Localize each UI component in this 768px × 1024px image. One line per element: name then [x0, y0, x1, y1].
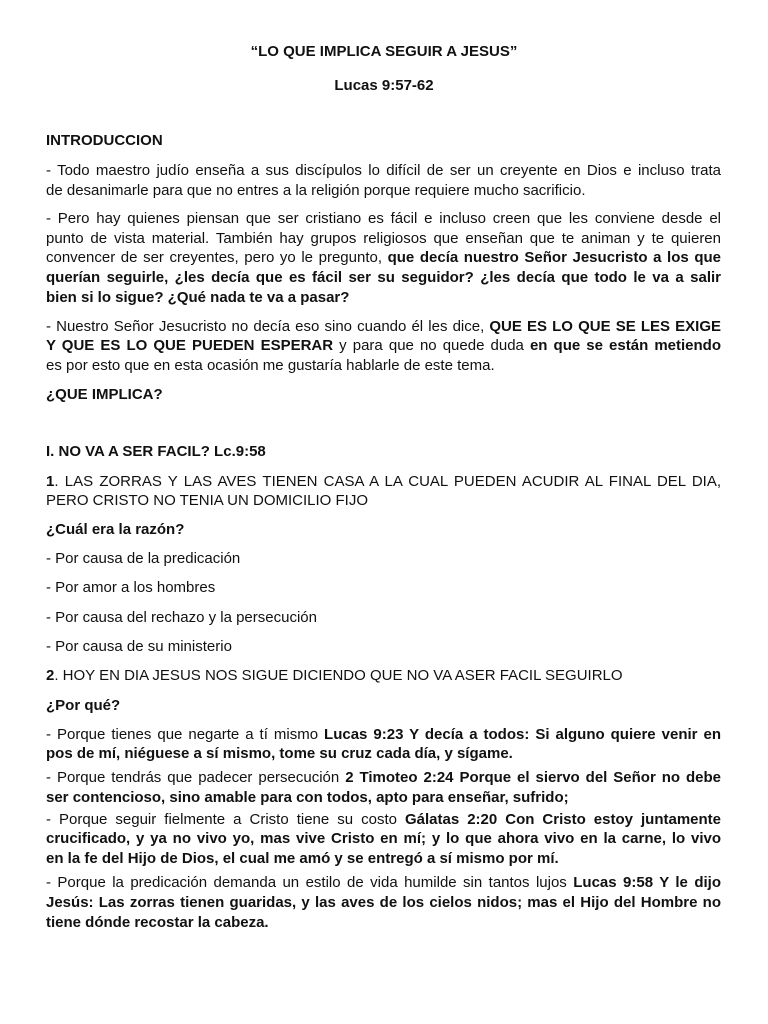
document-title: “LO QUE IMPLICA SEGUIR A JESUS”	[250, 43, 518, 60]
intro-paragraph-2-line-4: querían seguirle, ¿les decía que es fácil ser su seguidor? ¿les decía que todo le va a salir	[46, 269, 721, 286]
point-1-line-2: PERO CRISTO NO TENIA UN DOMICILIO FIJO	[46, 492, 368, 509]
intro-heading: INTRODUCCION	[46, 132, 163, 149]
razon-question: ¿Cuál era la razón?	[46, 521, 185, 538]
reason-item: - Por amor a los hombres	[46, 579, 216, 596]
intro-paragraph-2-line-2: punto de vista material. También hay grupos religiosos que enseñan que te animan y te quieren	[46, 230, 721, 247]
bullet-1-line-2: pos de mí, niéguese a sí mismo, tome su cruz cada día, y sígame.	[46, 745, 513, 762]
reason-item: - Por causa del rechazo y la persecución	[46, 609, 317, 626]
section-1-heading: I. NO VA A SER FACIL? Lc.9:58	[46, 443, 266, 460]
bullet-4-line-2: Jesús: Las zorras tienen guaridas, y las aves de los cielos nidos; mas el Hijo del Hombre no	[46, 894, 721, 911]
document-subtitle: Lucas 9:57-62	[334, 77, 434, 94]
intro-paragraph-2-line-1: - Pero hay quienes piensan que ser cristiano es fácil e incluso creen que les conviene desde el	[46, 210, 721, 227]
intro-paragraph-1-line-1: - Todo maestro judío enseña a sus discípulos lo difícil de ser un creyente en Dios e incluso trata	[46, 162, 721, 179]
que-implica-heading: ¿QUE IMPLICA?	[46, 386, 163, 403]
bullet-3-line-1: - Porque seguir fielmente a Cristo tiene su costo Gálatas 2:20 Con Cristo estoy juntamente	[46, 811, 722, 828]
point-1-line-1: 1. LAS ZORRAS Y LAS AVES TIENEN CASA A LA CUAL PUEDEN ACUDIR AL FINAL DEL DIA,	[46, 473, 721, 490]
intro-paragraph-1-line-2: de desanimarle para que no entres a la religión porque requiere mucho sacrificio.	[46, 182, 586, 199]
bullet-3-line-2: crucificado, y ya no vivo yo, mas vive Cristo en mí; y lo que ahora vivo en la carne, lo vivo	[46, 830, 721, 847]
reason-item: - Por causa de su ministerio	[46, 638, 232, 655]
bullet-1-line-1: - Porque tienes que negarte a tí mismo Lucas 9:23 Y decía a todos: Si alguno quiere venir en	[46, 726, 721, 743]
intro-paragraph-3-line-1: - Nuestro Señor Jesucristo no decía eso sino cuando él les dice, QUE ES LO QUE SE LES EXIGE	[46, 318, 721, 335]
intro-paragraph-3-line-2: Y QUE ES LO QUE PUEDEN ESPERAR y para que no quede duda en que se están metiendo	[46, 337, 721, 354]
bullet-4-line-3: tiene dónde recostar la cabeza.	[46, 914, 269, 931]
intro-paragraph-3-line-3: es por esto que en esta ocasión me gustaría hablarle de este tema.	[46, 357, 495, 374]
intro-paragraph-2-line-5: bien si lo sigue? ¿Qué nada te va a pasar?	[46, 289, 350, 306]
bullet-3-line-3: en la fe del Hijo de Dios, el cual me amó y se entregó a sí mismo por mí.	[46, 850, 559, 867]
point-2: 2. HOY EN DIA JESUS NOS SIGUE DICIENDO QUE NO VA ASER FACIL SEGUIRLO	[46, 667, 623, 684]
intro-paragraph-2-line-3: convencer de ser creyentes, pero yo le pregunto, que decía nuestro Señor Jesucristo a los que	[46, 249, 721, 266]
por-que-question: ¿Por qué?	[46, 697, 121, 714]
bullet-2-line-1: - Porque tendrás que padecer persecución 2 Timoteo 2:24 Porque el siervo del Señor no debe	[46, 769, 722, 786]
bullet-2-line-2: ser contencioso, sino amable para con todos, apto para enseñar, sufrido;	[46, 789, 569, 806]
bullet-4-line-1: - Porque la predicación demanda un estilo de vida humilde sin tantos lujos Lucas 9:58 Y le dijo	[46, 874, 721, 891]
reason-item: - Por causa de la predicación	[46, 550, 241, 567]
